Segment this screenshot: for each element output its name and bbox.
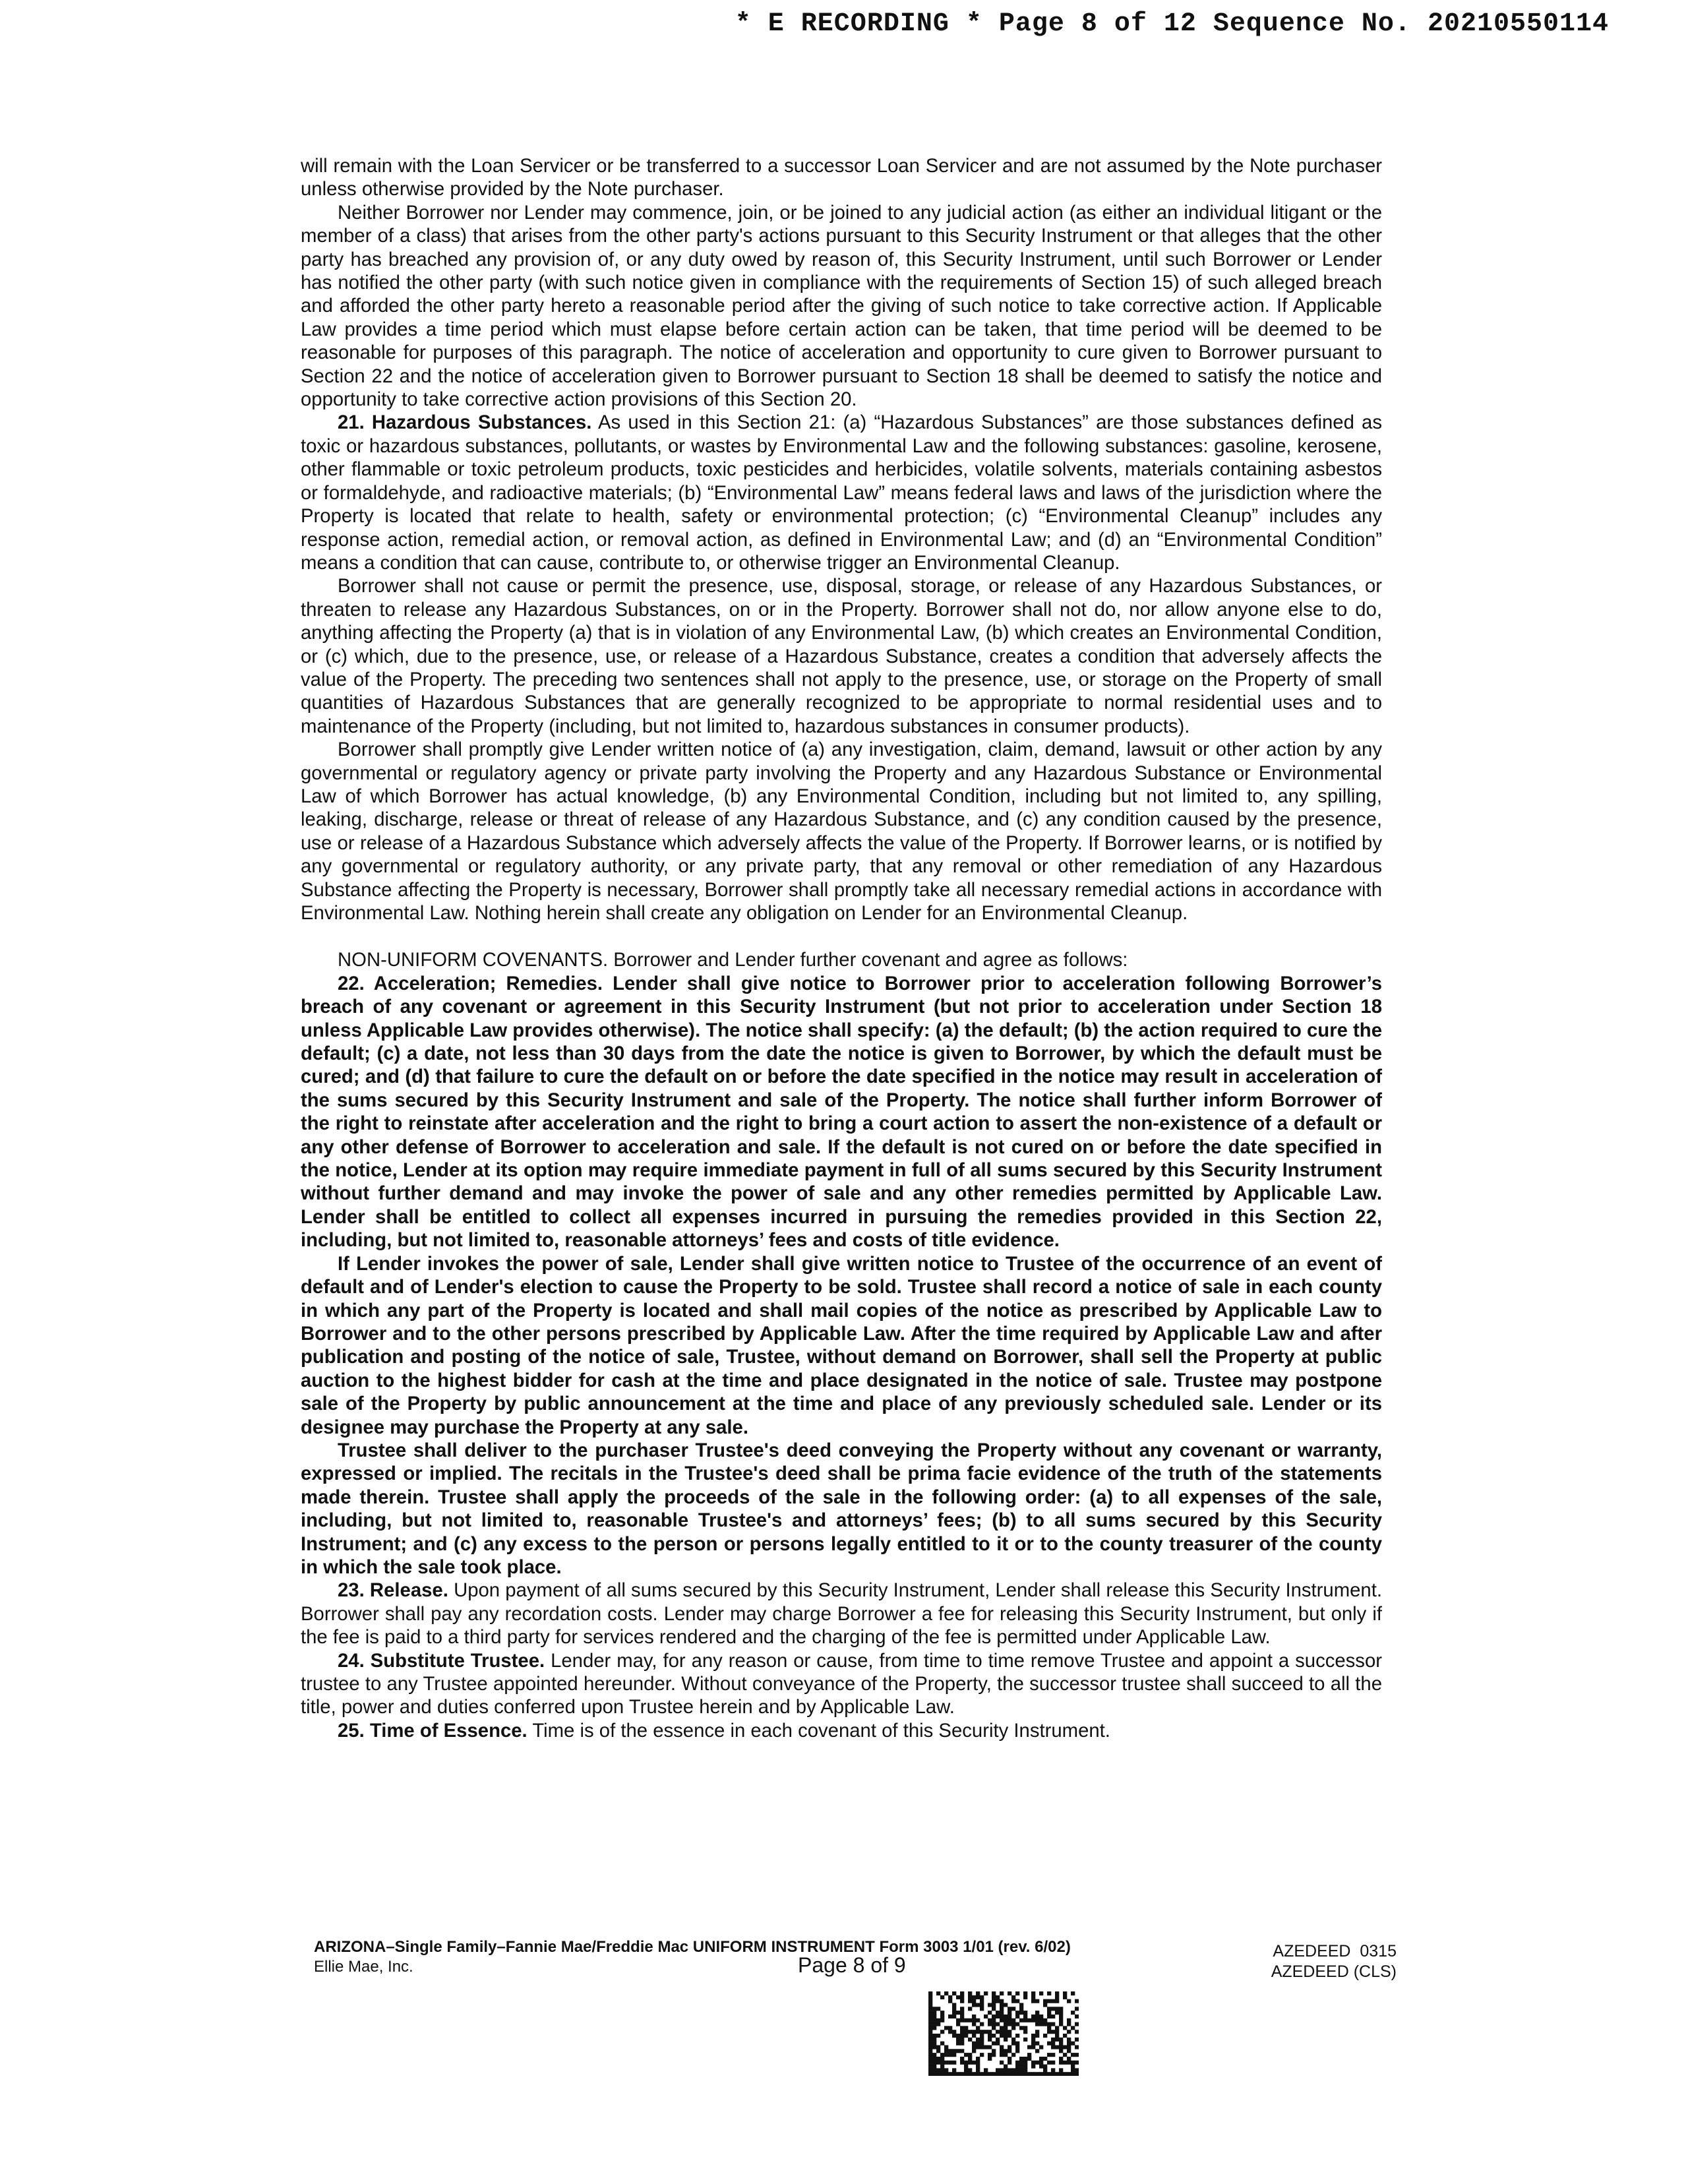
recording-header: * E RECORDING * Page 8 of 12 Sequence No. 20210550114 (735, 9, 1609, 39)
paragraph-hazardous-notice: Borrower shall promptly give Lender written notice of (a) any investigation, claim, demand, lawsuit or other action by any governmental or regulatory agency or private party involving the Property and any Hazardous Substance or Environmental Law of which Borrower has actual knowledge, (b) any Environmental Condition, including but not limited to, any spilling, leaking, discharge, release or threat of release of any Hazardous Substance, and (c) any condition caused by the presence, use or release of a Hazardous Substance which adversely affects the value of the Property. If Borrower learns, or is notified by any governmental or regulatory authority, or any private party, that any removal or other remediation of any Hazardous Substance affecting the Property is necessary, Borrower shall promptly take all necessary remedial actions in accordance with Environmental Law. Nothing herein shall create any obligation on Lender for an Environmental Cleanup. (301, 739, 1382, 924)
paragraph-power-of-sale: If Lender invokes the power of sale, Lender shall give written notice to Trustee of the occurrence of an event of default and of Lender's election to cause the Property to be sold. Trustee shall record a notice of sale in each county in which any part of the Property is located and shall mail copies of the notice as prescribed by Applicable Law to Borrower and to the other persons prescribed by Applicable Law. After the time required by Applicable Law and after publication and posting of the notice of sale, Trustee, without demand on Borrower, shall sell the Property at public auction to the highest bidder for cash at the time and place designated in the notice of sale. Trustee may postpone sale of the Property by public announcement at the time and place of any previously scheduled sale. Lender or its designee may purchase the Property at any sale. (301, 1252, 1382, 1438)
section-24 (301, 1649, 1382, 1719)
paragraph-trustee-deed: Trustee shall deliver to the purchaser Trustee's deed conveying the Property without any covenant or warranty, expressed or implied. The recitals in the Trustee's deed shall be prima facie evidence of the truth of the statements made therein. Trustee shall apply the proceeds of the sale in the following order: (a) to all expenses of the sale, including, but not limited to, reasonable Trustee's and attorneys’ fees; (b) to all sums secured by this Security Instrument; and (c) any excess to the person or persons legally entitled to it or to the county treasurer of the county in which the sale took place. (301, 1439, 1382, 1578)
section-22: 22. Acceleration; Remedies. Lender shall give notice to Borrower prior to acceleration following Borrower’s breach of any covenant or agreement in this Security Instrument (but not prior to acceleration under Section 18 unless Applicable Law provides otherwise). The notice shall specify: (a) the default; (b) the action required to cure the default; (c) a date, not less than 30 days from the date the notice is given to Borrower, by which the default must be cured; and (d) that failure to cure the default on or before the date specified in the notice may result in acceleration of the sums secured by this Security Instrument and sale of the Property. The notice shall further inform Borrower of the right to reinstate after acceleration and the right to bring a court action to assert the non-existence of a default or any other defense of Borrower to acceleration and sale. If the default is not cured on or before the date specified in the notice, Lender at its option may require immediate payment in full of all sums secured by this Security Instrument without further demand and may invoke the power of sale and any other remedies permitted by Applicable Law. Lender shall be entitled to collect all expenses incurred in pursuing the remedies provided in this Section 22, including, but not limited to, reasonable attorneys’ fees and costs of title evidence. (301, 972, 1382, 1252)
spacer (301, 925, 1382, 948)
section-21 (301, 411, 1382, 574)
footer-codes (1261, 1941, 1397, 1982)
section-21-heading: 21. Hazardous Substances. (338, 411, 592, 434)
section-23-heading: 23. Release. (338, 1579, 448, 1602)
footer-form-info (314, 1937, 1071, 1977)
section-25-heading: 25. Time of Essence. (338, 1719, 528, 1742)
section-21-text: As used in this Section 21: (a) “Hazardous Substances” are those substances defined as toxic or hazardous substances, pollutants, or wastes by Environmental Law and the following substances: gasoline, kerosene, other flammable or toxic petroleum products, toxic pesticides and herbicides, volatile solvents, materials containing asbestos or formaldehyde, and radioactive materials; (b) “Environmental Law” means federal laws and laws of the jurisdiction where the Property is located that relate to health, safety or environmental protection; (c) “Environmental Cleanup” includes any response action, remedial action, or removal action, as defined in Environmental Law; and (d) an “Environmental Condition” means a condition that can cause, contribute to, or otherwise trigger an Environmental Cleanup. (301, 411, 1382, 574)
section-23 (301, 1579, 1382, 1649)
paragraph-loan-servicer: will remain with the Loan Servicer or be transferred to a successor Loan Servicer and are not assumed by the Note purchaser unless otherwise provided by the Note purchaser. (301, 155, 1382, 200)
form-line: ARIZONA–Single Family–Fannie Mae/Freddie Mac UNIFORM INSTRUMENT Form 3003 1/01 (rev. 6/02) (314, 1938, 1071, 1956)
form-code-cls: AZEDEED (CLS) (1271, 1962, 1397, 1981)
non-uniform-covenants: NON-UNIFORM COVENANTS. Borrower and Lender further covenant and agree as follows: (338, 949, 1128, 971)
form-code: AZEDEED 0315 (1273, 1942, 1397, 1960)
section-25-text: Time is of the essence in each covenant of this Security Instrument. (532, 1719, 1110, 1742)
barcode-icon (928, 1991, 1079, 2076)
paragraph-hazardous-presence: Borrower shall not cause or permit the presence, use, disposal, storage, or release of any Hazardous Substances, or threaten to release any Hazardous Substances, on or in the Property. Borrower shall not do, nor allow anyone else to do, anything affecting the Property (a) that is in violation of any Environmental Law, (b) which creates an Environmental Condition, or (c) which, due to the presence, use, or release of a Hazardous Substance, creates a condition that adversely affects the value of the Property. The preceding two sentences shall not apply to the presence, use, or storage on the Property of small quantities of Hazardous Substances that are generally recognized to be appropriate to normal residential uses and to maintenance of the Property (including, but not limited to, hazardous substances in consumer products). (301, 575, 1382, 737)
document-body (301, 154, 1382, 1742)
section-24-heading: 24. Substitute Trustee. (338, 1649, 545, 1672)
paragraph-judicial-action: Neither Borrower nor Lender may commence, join, or be joined to any judicial action (as either an individual litigant or the member of a class) that arises from the other party's actions pursuant to this Security Instrument or that alleges that the other party has breached any provision of, or any duty owed by reason of, this Security Instrument, until such Borrower or Lender has notified the other party (with such notice given in compliance with the requirements of Section 15) of such alleged breach and afforded the other party hereto a reasonable period after the giving of such notice to take corrective action. If Applicable Law provides a time period which must elapse before certain action can be taken, that time period will be deemed to be reasonable for purposes of this paragraph. The notice of acceleration and opportunity to cure given to Borrower pursuant to Section 22 and the notice of acceleration given to Borrower pursuant to Section 18 shall be deemed to satisfy the notice and opportunity to take corrective action provisions of this Section 20. (301, 201, 1382, 411)
section-23-text: Upon payment of all sums secured by this Security Instrument, Lender shall release this Security Instrument. Borrower shall pay any recordation costs. Lender may charge Borrower a fee for releasing this Security Instrument, but only if the fee is paid to a third party for services rendered and the charging of the fee is permitted under Applicable Law. (301, 1579, 1382, 1649)
company-name: Ellie Mae, Inc. (314, 1958, 413, 1976)
section-24-text: Lender may, for any reason or cause, from time to time remove Trustee and appoint a successor trustee to any Trustee appointed hereunder. Without conveyance of the Property, the successor trustee shall succeed to all the title, power and duties conferred upon Trustee herein and by Applicable Law. (301, 1649, 1382, 1718)
section-25 (301, 1719, 1382, 1742)
page-number: Page 8 of 9 (798, 1953, 906, 1977)
